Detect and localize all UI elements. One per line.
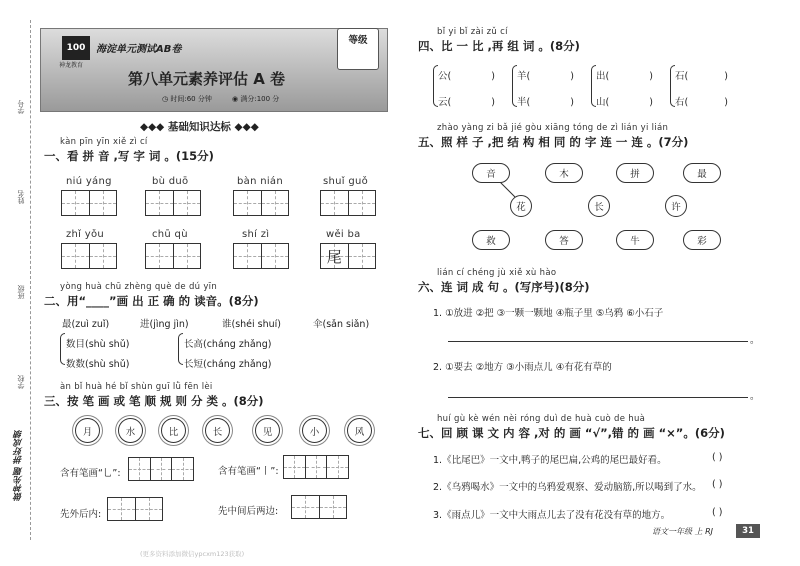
q3-char-6: 小 [302,418,327,443]
q3-char-2: 水 [118,418,143,443]
q3-label-3: 先外后内: [60,509,102,520]
brand-sub: 神龙教育 [59,62,84,69]
q7-item-1: 1.《比尾巴》一文中,鸭子的尾巴扁,公鸡的尾巴最好看。 [433,455,667,466]
q6-pinyin: lián cí chéng jù xiě xù hào [437,268,557,278]
q3-label-2: 含有笔画“丨”: [218,466,279,477]
q5-mid-1[interactable]: 花 [510,195,532,217]
q3-title: 三、按 笔 画 或 笔 顺 规 则 分 类 。(8分) [44,394,264,408]
q6-sentence-1: 1. ①放进 ②把 ③一颗一颗地 ④瓶子里 ⑤乌鸦 ⑥小石子 [433,308,664,319]
q7-paren-2[interactable]: ( ) [712,479,723,490]
sidebar-label-name: 姓名 [17,190,25,204]
q5-bottom-4[interactable]: 彩 [683,230,721,250]
q2-pair1-b[interactable]: 数数(shù shǔ) [66,359,130,370]
q2-pair2-a[interactable]: 长高(cháng zhǎng) [184,339,272,350]
q5-top-1[interactable]: 音 [472,163,510,183]
sidebar-motto: 做神先题 拼好成绩 [14,430,24,501]
q1-py-6: chū qù [152,229,188,240]
q4-pair4-b-text: 右( [675,97,689,108]
q4-pair2-b-text: 半( [517,97,531,108]
q3-label-4: 先中间后两边: [218,506,279,517]
q1-title: 一、看 拼 音 ,写 字 词 。(15分) [44,149,214,163]
q4-pair4-a-close: ) [724,71,728,82]
q3-char-7: 风 [347,418,372,443]
page-title: 第八单元素养评估 A 卷 [128,70,286,88]
q4-title: 四、比 一 比 ,再 组 词 。(8分) [418,39,580,53]
sidebar-label-school: 学校 [17,375,25,389]
q5-top-2[interactable]: 木 [545,163,583,183]
q4-pair1-a-close: ) [491,71,495,82]
q5-bottom-2[interactable]: 答 [545,230,583,250]
q6-answer-line-1[interactable] [448,341,748,342]
page-number: 31 [736,524,760,538]
q7-pinyin: huí gù kè wén nèi róng duì de huà cuò de huà [437,414,646,424]
q4-pair3-b-text: 山( [596,97,610,108]
q4-pair1-b-text: 云( [438,97,452,108]
time-text: 时间:60 分钟 [170,95,212,103]
q3-char-4: 长 [205,418,230,443]
q7-item-3: 3.《雨点儿》一文中大雨点儿去了没有花没有草的地方。 [433,510,671,521]
sidebar-label-class: 班级 [17,285,25,299]
time-info: ◷ 时间:60 分钟 [162,95,212,103]
brand-logo-text: 100 [66,43,86,53]
q1-py-8: wěi ba [326,229,361,240]
score-text: 满分:100 分 [240,95,280,103]
q5-top-3[interactable]: 拼 [616,163,654,183]
q5-bottom-1[interactable]: 救 [472,230,510,250]
q6-sentence-2: 2. ①要去 ②地方 ③小雨点儿 ④有花有草的 [433,362,612,373]
q1-py-7: shí zì [242,229,270,240]
q6-answer-line-2[interactable] [448,397,748,398]
q1-pinyin: kàn pīn yīn xiě zì cí [60,137,148,147]
q6-end-1: 。 [750,335,760,346]
q5-title: 五、照 样 子 ,把 结 构 相 同 的 字 连 一 连 。(7分) [418,135,689,149]
q4-pair4-b-close: ) [724,97,728,108]
q3-char-5: 见 [255,418,280,443]
q3-char-3: 比 [161,418,186,443]
section-title-text: 基础知识达标 [167,121,231,133]
q7-item-2: 2.《乌鸦喝水》一文中的乌鸦爱观察、爱动脑筋,所以喝到了水。 [433,482,702,493]
q5-top-4[interactable]: 最 [683,163,721,183]
q4-pair4-a-text: 石( [675,71,689,82]
q3-char-1: 月 [75,418,100,443]
q5-mid-2[interactable]: 长 [588,195,610,217]
q2-pair2-b[interactable]: 长短(cháng zhǎng) [184,359,272,370]
q2-title: 二、用“____”画 出 正 确 的 读音。(8分) [44,294,259,308]
q5-pinyin: zhào yàng zi bǎ jié gòu xiāng tóng de zì lián yi lián [437,123,669,133]
q2-item-1[interactable]: 最(zuì zuǐ) [62,319,110,330]
sidebar-label-student-id: 学号 [17,100,25,114]
q4-pair3-a-close: ) [649,71,653,82]
grade-label: 等级 [348,35,368,46]
q3-label-1: 含有笔画“乚”: [60,468,121,479]
q6-title: 六、连 词 成 句 。(写序号)(8分) [418,280,590,294]
q4-pair2-a-text: 羊( [517,71,531,82]
q2-item-3[interactable]: 谁(shéi shuí) [222,319,282,330]
q1-given-char: 尾 [326,247,342,266]
q4-pair2-b-close: ) [570,97,574,108]
q4-pair1-b-close: ) [491,97,495,108]
q4-pair2-a-close: ) [570,71,574,82]
q7-paren-1[interactable]: ( ) [712,452,723,463]
q2-item-4[interactable]: 伞(sǎn siǎn) [313,319,370,330]
q2-item-2[interactable]: 进(jìng jìn) [140,319,189,330]
q4-pair3-b-close: ) [649,97,653,108]
q7-title: 七、回 顾 课 文 内 容 ,对 的 画 “√”,错 的 画 “×”。(6分) [418,426,725,440]
footer-book: 语文一年级 上 RJ [652,527,714,536]
q1-py-4: shuǐ guǒ [323,176,369,187]
footer-note: (更多资料添加微信ypcxm123获取) [140,550,245,558]
q1-py-1: niú yáng [66,176,112,187]
q1-py-2: bù duō [152,176,189,187]
q5-mid-3[interactable]: 许 [665,195,687,217]
q4-pinyin: bǐ yi bǐ zài zǔ cí [437,27,508,37]
q1-py-3: bàn nián [237,176,283,187]
q5-bottom-3[interactable]: 牛 [616,230,654,250]
q7-paren-3[interactable]: ( ) [712,507,723,518]
score-info: ◉ 满分:100 分 [232,95,280,103]
q3-pinyin: àn bǐ huà hé bǐ shùn guī lǜ fēn lèi [60,382,213,392]
q6-end-2: 。 [750,391,760,402]
q2-pair1-a[interactable]: 数目(shù shǔ) [66,339,130,350]
q2-pinyin: yòng huà chū zhèng què de dú yīn [60,282,218,292]
series-title: 海淀单元测试AB卷 [96,44,182,55]
q4-pair1-a-text: 公( [438,71,452,82]
q1-py-5: zhǐ yǒu [66,229,105,240]
section-title: ◆◆◆ 基础知识达标 ◆◆◆ [140,121,259,133]
q4-pair3-a-text: 出( [596,71,610,82]
